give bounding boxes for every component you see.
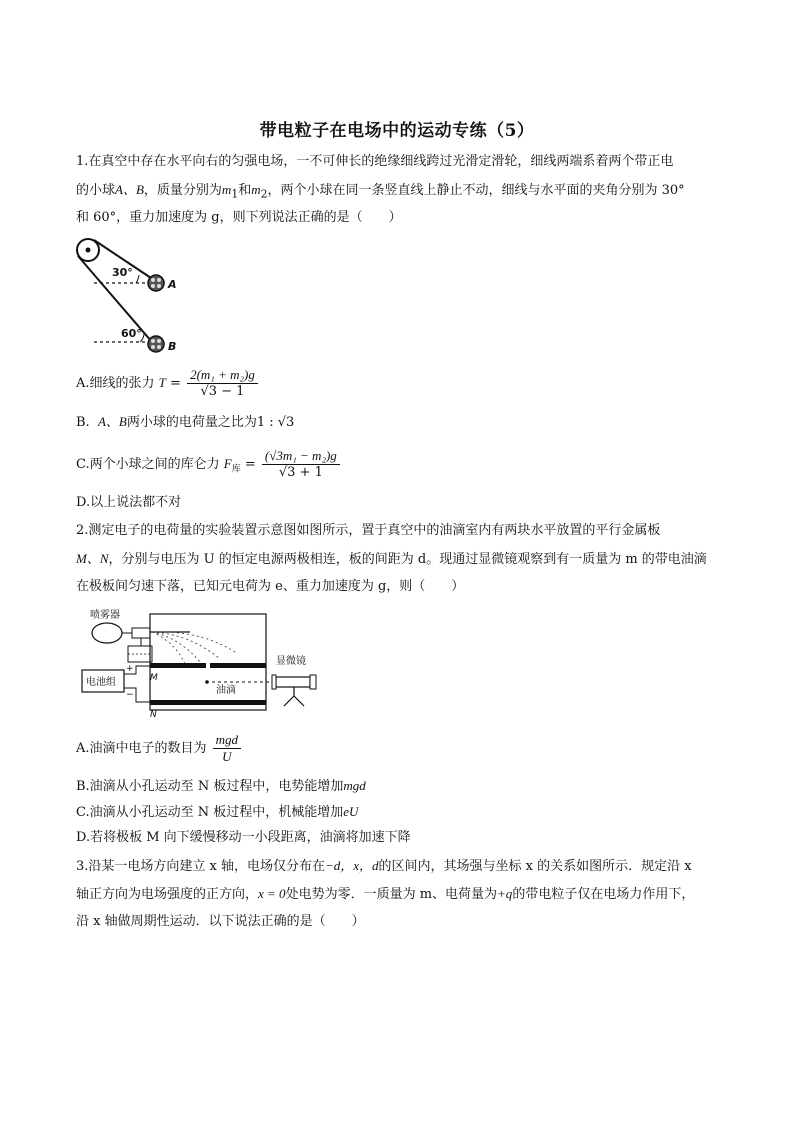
q1-opt-a-fraction	[187, 367, 258, 400]
q1-figure	[74, 236, 194, 358]
q1-line-2-c: ，两个小球在同一条竖直线上静止不动，细线与水平面的夹角分别为 30°	[267, 183, 685, 198]
q1-opt-c-den: √3 + 1	[278, 465, 323, 480]
q2-mn: M、N	[76, 551, 109, 566]
q1-option-b	[76, 413, 294, 432]
q1-opt-b-ab: A、B	[97, 414, 127, 429]
q2-option-c	[76, 803, 358, 822]
q2-option-a	[76, 732, 243, 766]
q1-opt-a-t: T	[158, 375, 166, 390]
q2-opt-a-den: U	[222, 749, 232, 764]
q1-label-a: A	[168, 278, 177, 291]
battery-plus: +	[126, 664, 134, 674]
q3-line-2	[76, 885, 694, 904]
q1-angle-b: 60°	[121, 327, 142, 340]
droplet-label: 油滴	[216, 685, 236, 696]
q2-opt-a-fraction	[213, 732, 241, 765]
q1-opt-a-prefix: A.细线的张力	[76, 376, 155, 391]
q3-line-2-c: 的带电粒子仅在电场力作用下，	[512, 887, 695, 902]
q2-option-d: D.若将极板 M 向下缓慢移动一小段距离，油滴将加速下降	[76, 830, 411, 845]
plate-n-label: N	[150, 710, 157, 720]
q2-opt-b-prefix: B.油滴从小孔运动至 N 板过程中，电势能增加	[76, 779, 344, 794]
q3-line-1	[76, 857, 692, 876]
q1-line-2	[76, 181, 685, 204]
q1-line-1: 1.在真空中存在水平向右的匀强电场，一不可伸长的绝缘细线跨过光滑定滑轮，细线两端系着两个带正电	[76, 154, 674, 169]
sprayer-bulb-icon	[92, 623, 122, 643]
ball-b-icon	[148, 336, 164, 352]
q1-line-2-b: ，质量分别为	[143, 183, 222, 198]
q1-ab: A、B	[115, 182, 144, 197]
microscope-icon	[272, 675, 316, 706]
plate-n	[150, 700, 266, 705]
q1-m2: m	[251, 182, 261, 197]
oil-chamber	[150, 614, 266, 710]
q3-range: −d，x，d	[325, 858, 379, 873]
q1-option-c: C.两个小球之间的库仑力 $F_库$ = $\frac{\text{(√3m₁ − m₂)g}}{√3 + 1}$	[76, 447, 342, 487]
q2-line-2	[76, 550, 707, 569]
q2-line-2-b: ，分别与电压为 U 的恒定电源两极相连，板的间距为 d。现通过显微镜观察到有一质量为 m 的带电油滴	[108, 552, 707, 567]
q1-opt-c-f: F	[223, 456, 232, 471]
q1-line-3: 和 60°，重力加速度为 g，则下列说法正确的是（ ）	[76, 210, 402, 225]
sprayer-label: 喷雾器	[90, 610, 120, 621]
q1-opt-a-num: 2(m₁ + m₂)g	[187, 367, 258, 384]
q2-opt-a-num: mgd	[213, 732, 241, 749]
q1-opt-b-a: B.	[76, 415, 90, 430]
sprayer-body-icon	[132, 628, 150, 638]
oil-droplet-icon	[205, 680, 209, 684]
q1-option-a: A.细线的张力 T = $\frac{\text{2(m₁ + m₂)g}}{√3 - 1}$	[76, 366, 260, 401]
q3-line-1-a: 3.沿某一电场方向建立 x 轴，电场仅分布在	[76, 859, 325, 874]
q1-opt-c-fraction	[262, 448, 340, 481]
q2-opt-c-val: eU	[343, 804, 359, 819]
q1-opt-c-sub: 库	[231, 464, 241, 475]
q3-charge: +q	[497, 886, 513, 901]
q3-line-3: 沿 x 轴做周期性运动．以下说法正确的是（ ）	[76, 914, 365, 929]
q2-line-3: 在极板间匀速下落，已知元电荷为 e、重力加速度为 g，则（ ）	[76, 579, 465, 594]
page-title: 带电粒子在电场中的运动专练（5）	[259, 121, 535, 141]
microscope-label: 显微镜	[276, 656, 306, 667]
q1-option-d: D.以上说法都不对	[76, 495, 182, 510]
q1-line-2-a: 的小球	[76, 183, 116, 198]
plate-m	[150, 663, 206, 668]
q1-label-b: B	[168, 340, 177, 353]
q1-opt-a-den: √3 − 1	[200, 384, 245, 399]
q3-line-2-b: 处电势为零．一质量为 m、电荷量为	[285, 887, 498, 902]
q3-x0: x = 0	[258, 886, 286, 901]
q1-and: 和	[238, 183, 252, 198]
ball-a-icon	[148, 275, 164, 291]
q1-m2-sub: 2	[260, 187, 268, 201]
q2-line-1: 2.测定电子的电荷量的实验装置示意图如图所示，置于真空中的油滴室内有两块水平放置的平行金属板	[76, 523, 661, 538]
q1-opt-b-ratio: 1 : √3	[256, 415, 295, 430]
battery-minus: −	[126, 690, 134, 700]
q2-opt-b-val: mgd	[343, 778, 366, 793]
q1-angle-a: 30°	[112, 266, 133, 279]
q1-opt-c-num: (√3m₁ − m₂)g	[262, 448, 340, 465]
plate-m-label: M	[150, 673, 158, 683]
q2-option-b	[76, 777, 366, 796]
q1-opt-c-prefix: C.两个小球之间的库仑力	[76, 457, 220, 472]
q1-opt-b-b: 两小球的电荷量之比为	[126, 415, 257, 430]
battery-label: 电池组	[86, 677, 116, 688]
q3-line-2-a: 轴正方向为电场强度的正方向，	[76, 887, 259, 902]
q2-opt-a-prefix: A.油滴中电子的数目为	[76, 741, 207, 756]
q1-m1: m	[221, 182, 232, 197]
q2-figure	[80, 604, 330, 722]
q1-m1-sub: 1	[231, 187, 239, 201]
q3-line-1-b: 的区间内，其场强与坐标 x 的关系如图所示．规定沿 x	[378, 859, 692, 874]
q2-opt-c-prefix: C.油滴从小孔运动至 N 板过程中，机械能增加	[76, 805, 344, 820]
